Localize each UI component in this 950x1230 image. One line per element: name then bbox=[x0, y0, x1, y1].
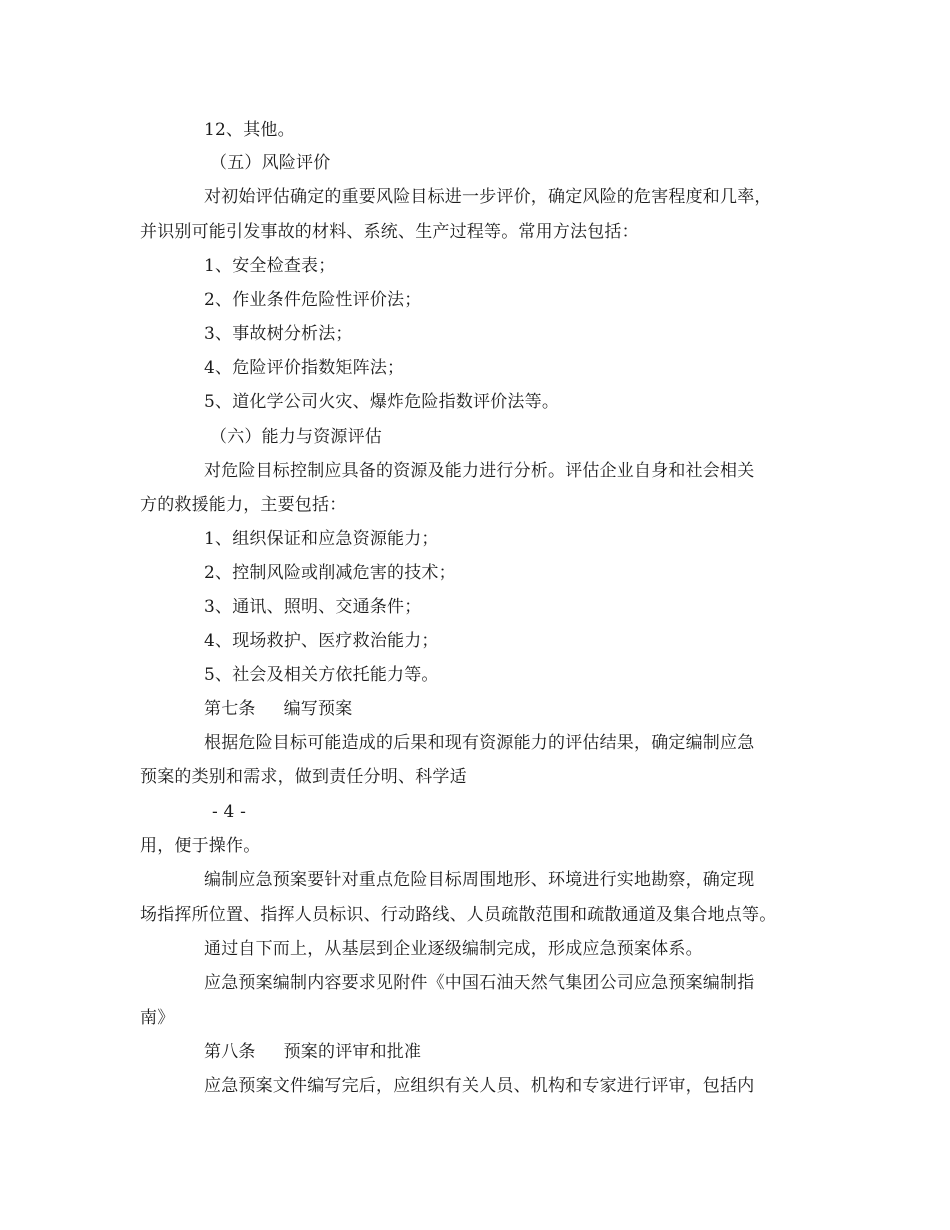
section-heading-risk-evaluation bbox=[0, 151, 950, 175]
paragraph-line bbox=[0, 971, 950, 995]
line-text: 用，便于操作。 bbox=[140, 836, 261, 856]
list-item bbox=[0, 254, 950, 278]
line-text: 4、危险评价指数矩阵法； bbox=[204, 358, 405, 378]
article-number: 第七条 bbox=[204, 699, 256, 719]
paragraph-line bbox=[0, 868, 950, 892]
paragraph-line bbox=[0, 765, 950, 789]
paragraph-line bbox=[0, 1006, 950, 1030]
list-item bbox=[0, 527, 950, 551]
line-text: 应急预案文件编写完后，应组织有关人员、机构和专家进行评审，包括内 bbox=[204, 1076, 755, 1096]
paragraph-line bbox=[0, 834, 950, 858]
paragraph-line bbox=[0, 185, 950, 209]
line-text: 3、通讯、照明、交通条件； bbox=[204, 597, 422, 617]
list-item bbox=[0, 390, 950, 414]
line-text: （五）风险评价 bbox=[210, 153, 331, 173]
line-text: 5、社会及相关方依托能力等。 bbox=[204, 665, 439, 685]
article-number: 第八条 bbox=[204, 1042, 256, 1062]
article-heading-8 bbox=[0, 1040, 950, 1064]
line-text: （六）能力与资源评估 bbox=[210, 427, 382, 447]
paragraph-line bbox=[0, 1074, 950, 1098]
paragraph-line bbox=[0, 459, 950, 483]
line-text: 4、现场救护、医疗救治能力； bbox=[204, 631, 439, 651]
line-text: 2、控制风险或削减危害的技术； bbox=[204, 563, 456, 583]
list-item bbox=[0, 288, 950, 312]
line-text: 并识别可能引发事故的材料、系统、生产过程等。常用方法包括： bbox=[140, 222, 639, 242]
article-heading-7 bbox=[0, 697, 950, 721]
page-number bbox=[0, 800, 950, 824]
article-title: 预案的评审和批准 bbox=[283, 1042, 422, 1062]
list-item bbox=[0, 561, 950, 585]
line-text: 对危险目标控制应具备的资源及能力进行分析。评估企业自身和社会相关 bbox=[204, 461, 755, 481]
list-item bbox=[0, 595, 950, 619]
line-text: 2、作业条件危险性评价法； bbox=[204, 290, 422, 310]
line-text: 南》 bbox=[140, 1008, 175, 1028]
line-text: 5、道化学公司火灾、爆炸危险指数评价法等。 bbox=[204, 392, 560, 412]
list-item-other bbox=[0, 118, 950, 142]
list-item bbox=[0, 629, 950, 653]
line-text: 方的救援能力，主要包括： bbox=[140, 495, 347, 515]
paragraph-line bbox=[0, 937, 950, 961]
line-text: 编制应急预案要针对重点危险目标周围地形、环境进行实地勘察，确定现 bbox=[204, 870, 755, 890]
article-title: 编写预案 bbox=[283, 699, 353, 719]
line-text: 12、其他。 bbox=[204, 120, 295, 140]
line-text: 对初始评估确定的重要风险目标进一步评价，确定风险的危害程度和几率， bbox=[204, 187, 772, 207]
line-text: 根据危险目标可能造成的后果和现有资源能力的评估结果，确定编制应急 bbox=[204, 733, 755, 753]
paragraph-line bbox=[0, 731, 950, 755]
line-text: 场指挥所位置、指挥人员标识、行动路线、人员疏散范围和疏散通道及集合地点等。 bbox=[140, 905, 777, 925]
list-item bbox=[0, 356, 950, 380]
line-text: 通过自下而上，从基层到企业逐级编制完成，形成应急预案体系。 bbox=[204, 939, 703, 959]
section-heading-capability-assessment bbox=[0, 425, 950, 449]
paragraph-line bbox=[0, 493, 950, 517]
list-item bbox=[0, 663, 950, 687]
paragraph-line bbox=[0, 220, 950, 244]
line-text: 3、事故树分析法； bbox=[204, 324, 353, 344]
line-text: 1、组织保证和应急资源能力； bbox=[204, 529, 439, 549]
list-item bbox=[0, 322, 950, 346]
line-text: - 4 - bbox=[212, 802, 247, 822]
line-text: 1、安全检查表； bbox=[204, 256, 336, 276]
line-text: 应急预案编制内容要求见附件《中国石油天然气集团公司应急预案编制指 bbox=[204, 973, 755, 993]
line-text: 预案的类别和需求，做到责任分明、科学适 bbox=[140, 767, 467, 787]
paragraph-line bbox=[0, 903, 950, 927]
